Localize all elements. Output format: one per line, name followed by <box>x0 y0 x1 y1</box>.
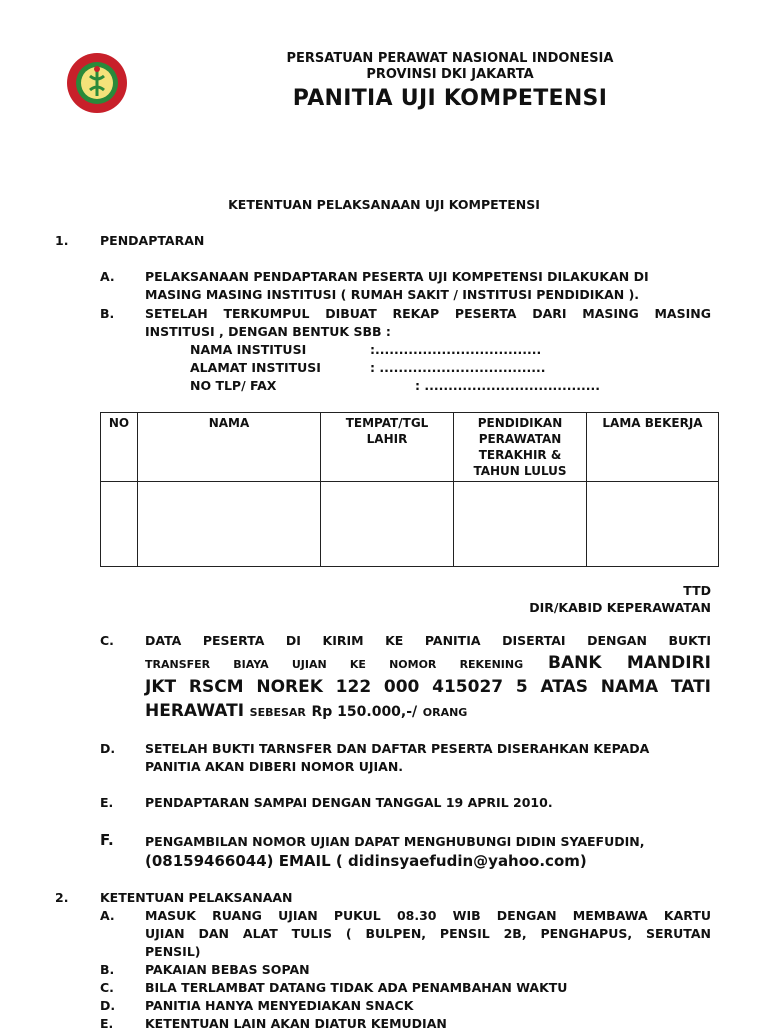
rule-d-line-1: PANITIA HANYA MENYEDIAKAN SNACK <box>145 998 414 1013</box>
field-institution-address-label: ALAMAT INSTITUSI <box>190 360 321 375</box>
item-c-letter: C. <box>100 633 114 648</box>
rule-a-line-2: UJIAN DAN ALAT TULIS ( BULPEN, PENSIL 2B, PENGHAPUS, SERUTAN <box>145 926 711 941</box>
rule-b-letter: B. <box>100 962 115 977</box>
section-2-heading: KETENTUAN PELAKSANAAN <box>100 890 293 905</box>
item-f-letter: F. <box>100 831 114 849</box>
item-d-letter: D. <box>100 741 116 756</box>
amount-prefix: SEBESAR <box>249 706 306 719</box>
col-header-education: PENDIDIKAN PERAWATAN TERAKHIR & TAHUN LULUS <box>454 413 587 482</box>
item-e-letter: E. <box>100 795 114 810</box>
rule-a-line-3: PENSIL) <box>145 944 201 959</box>
rule-b-line-1: PAKAIAN BEBAS SOPAN <box>145 962 310 977</box>
amount: Rp 150.000,-/ <box>311 704 418 720</box>
section-1-heading: PENDAPTARAN <box>100 233 205 248</box>
rule-e-letter: E. <box>100 1016 114 1031</box>
item-c-line-4 <box>145 700 467 724</box>
rule-a-letter: A. <box>100 908 115 923</box>
amount-suffix: ORANG <box>422 706 468 719</box>
rule-d-letter: D. <box>100 998 116 1013</box>
item-b-line-2: INSTITUSI , DENGAN BENTUK SBB : <box>145 324 391 339</box>
participant-recap-table <box>100 412 719 567</box>
field-institution-address-value: : ................................... <box>370 360 546 375</box>
table-cell <box>101 482 138 567</box>
province-name: PROVINSI DKI JAKARTA <box>366 67 534 82</box>
rule-c-letter: C. <box>100 980 114 995</box>
field-phone-fax-label: NO TLP/ FAX <box>190 378 277 393</box>
item-c-line-2 <box>145 652 711 676</box>
item-f-line-2: (08159466044) EMAIL ( didinsyaefudin@yahoo.com) <box>145 852 587 870</box>
item-b-letter: B. <box>100 306 115 321</box>
item-d-line-1: SETELAH BUKTI TARNSFER DAN DAFTAR PESERTA DISERAHKAN KEPADA <box>145 741 650 756</box>
item-a-line-2: MASING MASING INSTITUSI ( RUMAH SAKIT / INSTITUSI PENDIDIKAN ). <box>145 287 640 302</box>
table-row <box>101 482 719 567</box>
field-institution-name-label: NAMA INSTITUSI <box>190 342 307 357</box>
item-f-line-1: PENGAMBILAN NOMOR UJIAN DAPAT MENGHUBUNGI DIDIN SYAEFUDIN, <box>145 834 645 849</box>
signature-signer: DIR/KABID KEPERAWATAN <box>529 600 711 615</box>
table-cell <box>138 482 321 567</box>
rule-c-line-1: BILA TERLAMBAT DATANG TIDAK ADA PENAMBAHAN WAKTU <box>145 980 568 995</box>
section-2-number: 2. <box>55 890 69 905</box>
col-header-birth: TEMPAT/TGL LAHIR <box>321 413 454 482</box>
signature-ttd: TTD <box>683 583 711 598</box>
col-header-nama: NAMA <box>138 413 321 482</box>
item-a-letter: A. <box>100 269 115 284</box>
item-b-line-1: SETELAH TERKUMPUL DIBUAT REKAP PESERTA DARI MASING MASING <box>145 306 711 321</box>
page-title: KETENTUAN PELAKSANAAN UJI KOMPETENSI <box>228 197 540 212</box>
field-phone-fax-value: : ..................................... <box>415 378 601 393</box>
table-cell <box>587 482 719 567</box>
committee-name: PANITIA UJI KOMPETENSI <box>292 86 608 111</box>
bank-name: BANK MANDIRI <box>548 653 711 673</box>
section-1-number: 1. <box>55 233 69 248</box>
item-c-line-2-text: TRANSFER BIAYA UJIAN KE NOMOR REKENING <box>145 658 524 671</box>
item-c-line-3: JKT RSCM NOREK 122 000 415027 5 ATAS NAMA TATI <box>145 677 711 697</box>
item-d-line-2: PANITIA AKAN DIBERI NOMOR UJIAN. <box>145 759 404 774</box>
field-institution-name-value: :................................... <box>370 342 542 357</box>
rule-e-line-1: KETENTUAN LAIN AKAN DIATUR KEMUDIAN <box>145 1016 447 1031</box>
col-header-no: NO <box>101 413 138 482</box>
item-c-line-1: DATA PESERTA DI KIRIM KE PANITIA DISERTAI DENGAN BUKTI <box>145 633 711 648</box>
col-header-work-duration: LAMA BEKERJA <box>587 413 719 482</box>
rule-a-line-1: MASUK RUANG UJIAN PUKUL 08.30 WIB DENGAN MEMBAWA KARTU <box>145 908 711 923</box>
table-cell <box>454 482 587 567</box>
account-holder: HERAWATI <box>145 701 245 721</box>
item-a-line-1: PELAKSANAAN PENDAPTARAN PESERTA UJI KOMPETENSI DILAKUKAN DI <box>145 269 649 284</box>
ppni-logo <box>66 52 128 114</box>
item-e-line-1: PENDAPTARAN SAMPAI DENGAN TANGGAL 19 APRIL 2010. <box>145 795 553 810</box>
org-name: PERSATUAN PERAWAT NASIONAL INDONESIA <box>286 51 614 66</box>
table-cell <box>321 482 454 567</box>
